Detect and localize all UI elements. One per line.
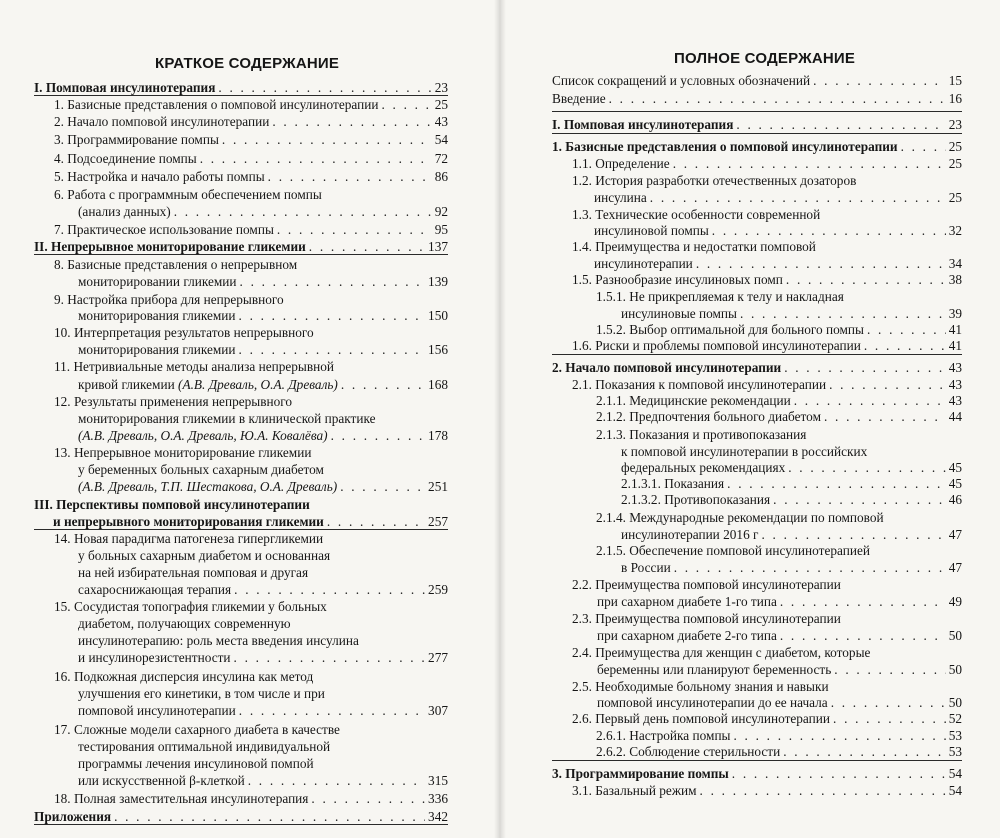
toc-entry: 3. Программирование помпы . . . 54 [54, 131, 448, 148]
toc-entry: инсулиновые помпы . . . 39 [621, 305, 962, 322]
page-number: 23 [434, 80, 448, 95]
page-number: 50 [948, 695, 962, 710]
page-number: 315 [428, 773, 448, 788]
toc-entry: сахароснижающая терапия . . . 259 [78, 581, 448, 598]
toc-entry-text: улучшения его кинетики, в том числе и при [78, 686, 325, 701]
page-number: 50 [948, 628, 962, 643]
toc-entry: и непрерывного мониторирования гликемии . . . 257 [53, 513, 448, 530]
section-rule [552, 760, 962, 761]
page-number: 178 [428, 428, 448, 443]
toc-entry: 1.6. Риски и проблемы помповой инсулинотерапии . . . 41 [572, 337, 962, 354]
toc-entry: при сахарном диабете 2-го типа . . . 50 [597, 627, 962, 644]
toc-entry-text: программы лечения инсулиновой помпой [78, 756, 314, 771]
toc-entry-text: 6. Работа с программным обеспечением помпы [54, 187, 322, 202]
toc-entry: 2. Начало помповой инсулинотерапии . . . 43 [552, 359, 962, 376]
page-number: 54 [948, 766, 962, 781]
section-rule [552, 133, 962, 134]
right-page-full-contents [500, 0, 1000, 838]
toc-entry: 4. Подсоединение помпы . . . 72 [54, 150, 448, 167]
toc-entry: или искусственной β-клеткой . . . 315 [78, 772, 448, 789]
toc-entry: 5. Настройка и начало работы помпы . . . 86 [54, 168, 448, 185]
section-rule [34, 95, 448, 96]
page-number: 92 [434, 204, 448, 219]
page-number: 41 [948, 338, 962, 353]
page-number: 44 [948, 409, 962, 424]
toc-entry: 2.6.2. Соблюдение стерильности . . . 53 [596, 743, 962, 760]
page-number: 25 [948, 190, 962, 205]
toc-entry: инсулина . . . 25 [594, 189, 962, 206]
toc-entry: 1.1. Определение . . . 25 [572, 155, 962, 172]
toc-entry: 1. Базисные представления о помповой инсулинотерапии . . . 25 [552, 138, 962, 155]
toc-entry: 1.5.2. Выбор оптимальной для больного помпы . . . 41 [596, 321, 962, 338]
toc-entry: 3.1. Базальный режим . . . 54 [572, 782, 962, 799]
section-rule [552, 111, 962, 112]
toc-entry: при сахарном диабете 1-го типа . . . 49 [597, 593, 962, 610]
page-number: 137 [428, 239, 448, 254]
section-rule [34, 254, 448, 255]
toc-entry-text: на ней избирательная помповая и другая [78, 565, 309, 580]
page-number: 336 [428, 791, 448, 806]
toc-entry-text: 9. Настройка прибора для непрерывного [54, 292, 284, 307]
page-number: 259 [428, 582, 448, 597]
toc-entry-text: 1.5.1. Не прикрепляемая к телу и накладная [596, 289, 844, 304]
toc-entry: федеральных рекомендациях . . . 45 [621, 459, 962, 476]
page-number: 168 [428, 377, 448, 392]
page-number: 53 [948, 744, 962, 759]
page-number: 47 [948, 527, 962, 542]
page-number: 54 [434, 132, 448, 147]
page-number: 139 [428, 274, 448, 289]
toc-entry: мониторирования гликемии . . . 150 [78, 307, 448, 324]
page-number: 150 [428, 308, 448, 323]
toc-entry: инсулинотерапии 2016 г . . . 47 [621, 526, 962, 543]
page-number: 45 [948, 476, 962, 491]
toc-entry-text: 2.5. Необходимые больному знания и навыки [572, 679, 829, 694]
toc-entry: 2. Начало помповой инсулинотерапии . . . 43 [54, 113, 448, 130]
toc-entry-text: 11. Нетривиальные методы анализа непрерывной [54, 359, 335, 374]
toc-entry-text: 1.2. История разработки отечественных дозаторов [572, 173, 857, 188]
page-number: 95 [434, 222, 448, 237]
page-number: 25 [948, 156, 962, 171]
page-number: 16 [948, 91, 962, 106]
toc-entry: I. Помповая инсулинотерапия . . . 23 [34, 79, 448, 96]
toc-entry: Приложения . . . 342 [34, 808, 448, 825]
toc-entry: 1.5. Разнообразие инсулиновых помп . . . 38 [572, 271, 962, 288]
page-number: 43 [434, 114, 448, 129]
toc-entry: 2.1. Показания к помповой инсулинотерапии . . . 43 [572, 376, 962, 393]
page-number: 257 [428, 514, 448, 529]
toc-entry: Список сокращений и условных обозначений . . . 15 [552, 72, 962, 89]
toc-entry: беременны или планируют беременность . . . 50 [597, 661, 962, 678]
toc-entry: и инсулинорезистентности . . . 277 [78, 649, 448, 666]
page-number: 277 [428, 650, 448, 665]
page-number: 251 [428, 479, 448, 494]
toc-entry: 1. Базисные представления о помповой инсулинотерапии . . . 25 [54, 96, 448, 113]
toc-entry-text: 8. Базисные представления о непрерывном [54, 257, 298, 272]
toc-entry: (анализ данных) . . . 92 [78, 203, 448, 220]
authors: (А.В. Древаль, О.А. Древаль) [178, 377, 338, 392]
toc-entry-text: 2.2. Преимущества помповой инсулинотерапии [572, 577, 841, 592]
toc-entry: 3. Программирование помпы . . . 54 [552, 765, 962, 782]
toc-entry: инсулиновой помпы . . . 32 [594, 222, 962, 239]
toc-entry: помповой инсулинотерапии до ее начала . . . 50 [597, 694, 962, 711]
section-rule [34, 529, 448, 530]
toc-entry: мониторировании гликемии . . . 139 [78, 273, 448, 290]
toc-entry: 2.1.1. Медицинские рекомендации . . . 43 [596, 392, 962, 409]
toc-entry-text: 1.3. Технические особенности современной [572, 207, 821, 222]
toc-entry-text: 10. Интерпретация результатов непрерывного [54, 325, 314, 340]
toc-entry: 18. Полная заместительная инсулинотерапия . . . 336 [54, 790, 448, 807]
toc-entry-text: 15. Сосудистая топография гликемии у больных [54, 599, 327, 614]
page-number: 52 [948, 711, 962, 726]
page-number: 156 [428, 342, 448, 357]
toc-entry-text: тестирования оптимальной индивидуальной [78, 739, 331, 754]
section-rule [34, 824, 448, 825]
page-number: 34 [948, 256, 962, 271]
page-title: КРАТКОЕ СОДЕРЖАНИЕ [155, 55, 340, 72]
page-number: 25 [434, 97, 448, 112]
toc-entry-text: 17. Сложные модели сахарного диабета в качестве [54, 722, 340, 737]
page-number: 41 [948, 322, 962, 337]
page-number: 38 [948, 272, 962, 287]
authors: (А.В. Древаль, Т.П. Шестакова, О.А. Древаль) [78, 479, 338, 494]
page-number: 342 [428, 809, 448, 824]
toc-entry: 2.1.2. Предпочтения больного диабетом . . . 44 [596, 408, 962, 425]
toc-entry: инсулинотерапии . . . 34 [594, 255, 962, 272]
section-rule [552, 354, 962, 355]
page-number: 43 [948, 360, 962, 375]
toc-entry: 2.1.3.2. Противопоказания . . . 46 [621, 491, 962, 508]
page-number: 39 [948, 306, 962, 321]
page-number: 54 [948, 783, 962, 798]
page-number: 53 [948, 728, 962, 743]
page-number: 72 [434, 151, 448, 166]
toc-entry-text: 2.1.5. Обеспечение помповой инсулинотерапией [596, 543, 870, 558]
toc-entry-text: 1.4. Преимущества и недостатки помповой [572, 239, 816, 254]
toc-entry: Введение . . . 16 [552, 90, 962, 107]
toc-entry [78, 478, 448, 495]
toc-entry: 2.1.3.1. Показания . . . 45 [621, 475, 962, 492]
toc-entry-text: 2.1.4. Международные рекомендации по помповой [596, 510, 884, 525]
toc-entry [78, 427, 448, 444]
toc-entry: 7. Практическое использование помпы . . . 95 [54, 221, 448, 238]
authors: (А.В. Древаль, О.А. Древаль, Ю.А. Ковалёва) [78, 428, 328, 443]
page-number: 46 [948, 492, 962, 507]
toc-entry: помповой инсулинотерапии . . . 307 [78, 702, 448, 719]
page-title: ПОЛНОЕ СОДЕРЖАНИЕ [674, 50, 856, 67]
page-number: 23 [948, 117, 962, 132]
toc-entry: кривой гликемии (А.В. Древаль, О.А. Древаль) . . . 168 [78, 376, 448, 393]
toc-entry-text: диабетом, получающих современную [78, 616, 291, 631]
page-number: 307 [428, 703, 448, 718]
page-number: 32 [948, 223, 962, 238]
page-number: 47 [948, 560, 962, 575]
toc-entry: II. Непрерывное мониторирование гликемии . . . 137 [34, 238, 448, 255]
toc-entry-text: 16. Подкожная дисперсия инсулина как метод [54, 669, 314, 684]
page-number: 49 [948, 594, 962, 609]
toc-entry: в России . . . 47 [621, 559, 962, 576]
page-number: 45 [948, 460, 962, 475]
page-number: 86 [434, 169, 448, 184]
toc-entry-text: 2.3. Преимущества помповой инсулинотерапии [572, 611, 841, 626]
toc-entry-text: к помповой инсулинотерапии в российских [621, 444, 868, 459]
page-number: 25 [948, 139, 962, 154]
toc-entry-text: у беременных больных сахарным диабетом [78, 462, 324, 477]
toc-entry-text: 13. Непрерывное мониторирование гликемии [54, 445, 312, 460]
toc-entry: I. Помповая инсулинотерапия . . . 23 [552, 116, 962, 133]
page-number: 43 [948, 393, 962, 408]
toc-entry-text: 2.1.3. Показания и противопоказания [596, 427, 807, 442]
toc-entry-text: инсулинотерапию: роль места введения инсулина [78, 633, 359, 648]
toc-entry-text: 14. Новая парадигма патогенеза гипергликемии [54, 531, 324, 546]
toc-entry: мониторирования гликемии . . . 156 [78, 341, 448, 358]
toc-entry-text: 12. Результаты применения непрерывного [54, 394, 293, 409]
page-number: 50 [948, 662, 962, 677]
toc-entry: 2.6.1. Настройка помпы . . . 53 [596, 727, 962, 744]
page-number: 15 [948, 73, 962, 88]
toc-entry-text: у больных сахарным диабетом и основанная [78, 548, 331, 563]
toc-entry-text: III. Перспективы помповой инсулинотерапии [34, 497, 310, 512]
page-number: 43 [948, 377, 962, 392]
toc-entry: 2.6. Первый день помповой инсулинотерапии . . . 52 [572, 710, 962, 727]
toc-entry-text: мониторирования гликемии в клинической практике [78, 411, 376, 426]
toc-entry-text: 2.4. Преимущества для женщин с диабетом, которые [572, 645, 871, 660]
